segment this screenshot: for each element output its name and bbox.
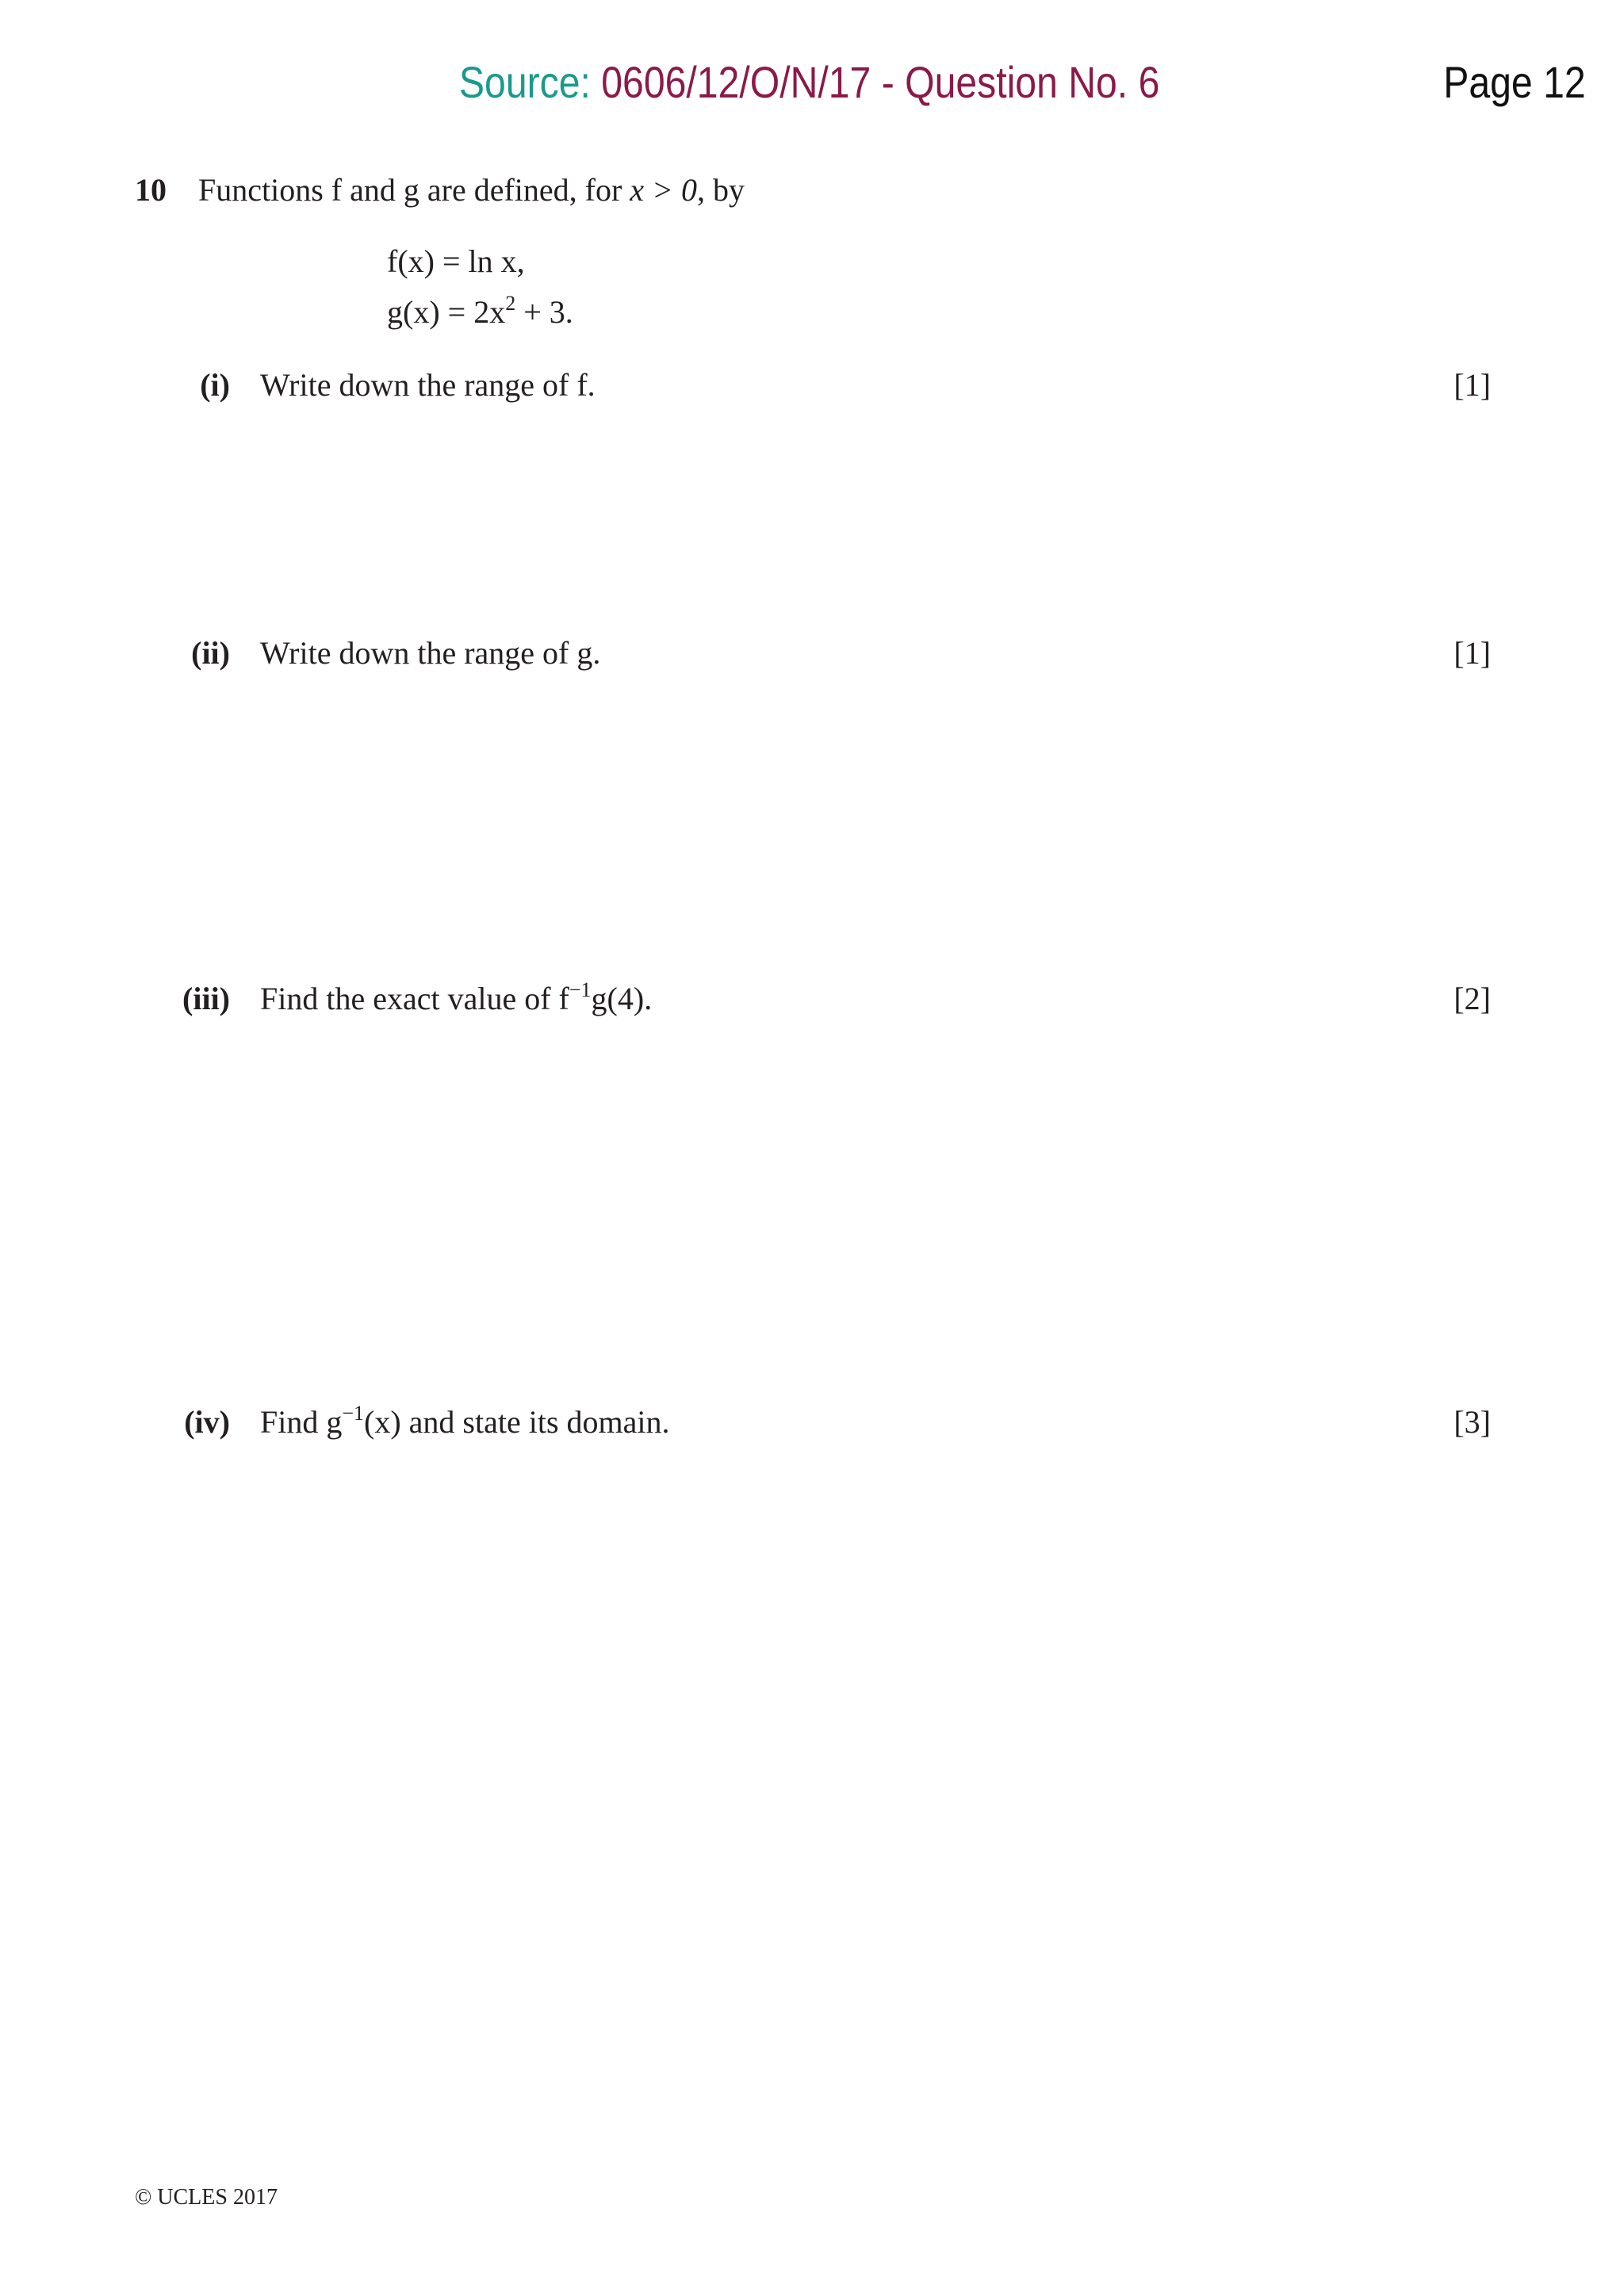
definition-g-exponent: 2 [505, 292, 516, 315]
stem-condition: x > 0 [630, 172, 698, 208]
part-iv-superscript: −1 [342, 1402, 365, 1425]
part-iv-text-start: Find g [260, 1404, 343, 1440]
part-iv-text [260, 1400, 670, 1445]
part-i-label: (i) [200, 367, 230, 403]
part-ii-text: Write down the range of g. [260, 635, 601, 671]
part-iv-marks: [3] [1454, 1404, 1491, 1440]
part-iii-superscript: −1 [569, 978, 592, 1001]
part-iii-label: (iii) [182, 981, 230, 1016]
page-number: Page 12 [1443, 57, 1586, 107]
source-label: Source: [458, 57, 591, 107]
stem-end: , by [697, 172, 745, 208]
part-iv-answer-space[interactable] [260, 1467, 1497, 2117]
definition-g-rest: + 3. [515, 294, 573, 330]
part-iii-text [260, 977, 652, 1021]
source-header [111, 51, 1507, 114]
part-i-answer-space[interactable] [260, 420, 1497, 610]
definition-g-base: g(x) = 2x [387, 294, 506, 330]
source-reference: 0606/12/O/N/17 - Question No. 6 [601, 57, 1160, 107]
part-iii-text-end: g(4). [591, 981, 653, 1016]
part-iii-answer-space[interactable] [260, 1039, 1497, 1372]
part-ii-answer-space[interactable] [260, 690, 1497, 959]
stem-start: Functions f and g are defined, for [198, 172, 630, 208]
part-iv-label: (iv) [184, 1404, 230, 1440]
copyright-footer: © UCLES 2017 [135, 2185, 278, 2210]
part-iv-text-end: (x) and state its domain. [364, 1404, 670, 1440]
part-iii-marks: [2] [1454, 981, 1491, 1016]
definition-g [387, 290, 573, 335]
part-ii-label: (ii) [191, 635, 230, 671]
definition-f: f(x) = ln x, [387, 243, 525, 279]
question-stem [198, 168, 745, 212]
part-ii-marks: [1] [1454, 635, 1491, 671]
part-i-marks: [1] [1454, 367, 1491, 403]
part-iii-text-start: Find the exact value of f [260, 981, 569, 1016]
question-number: 10 [135, 172, 167, 208]
part-i-text: Write down the range of f. [260, 367, 596, 403]
